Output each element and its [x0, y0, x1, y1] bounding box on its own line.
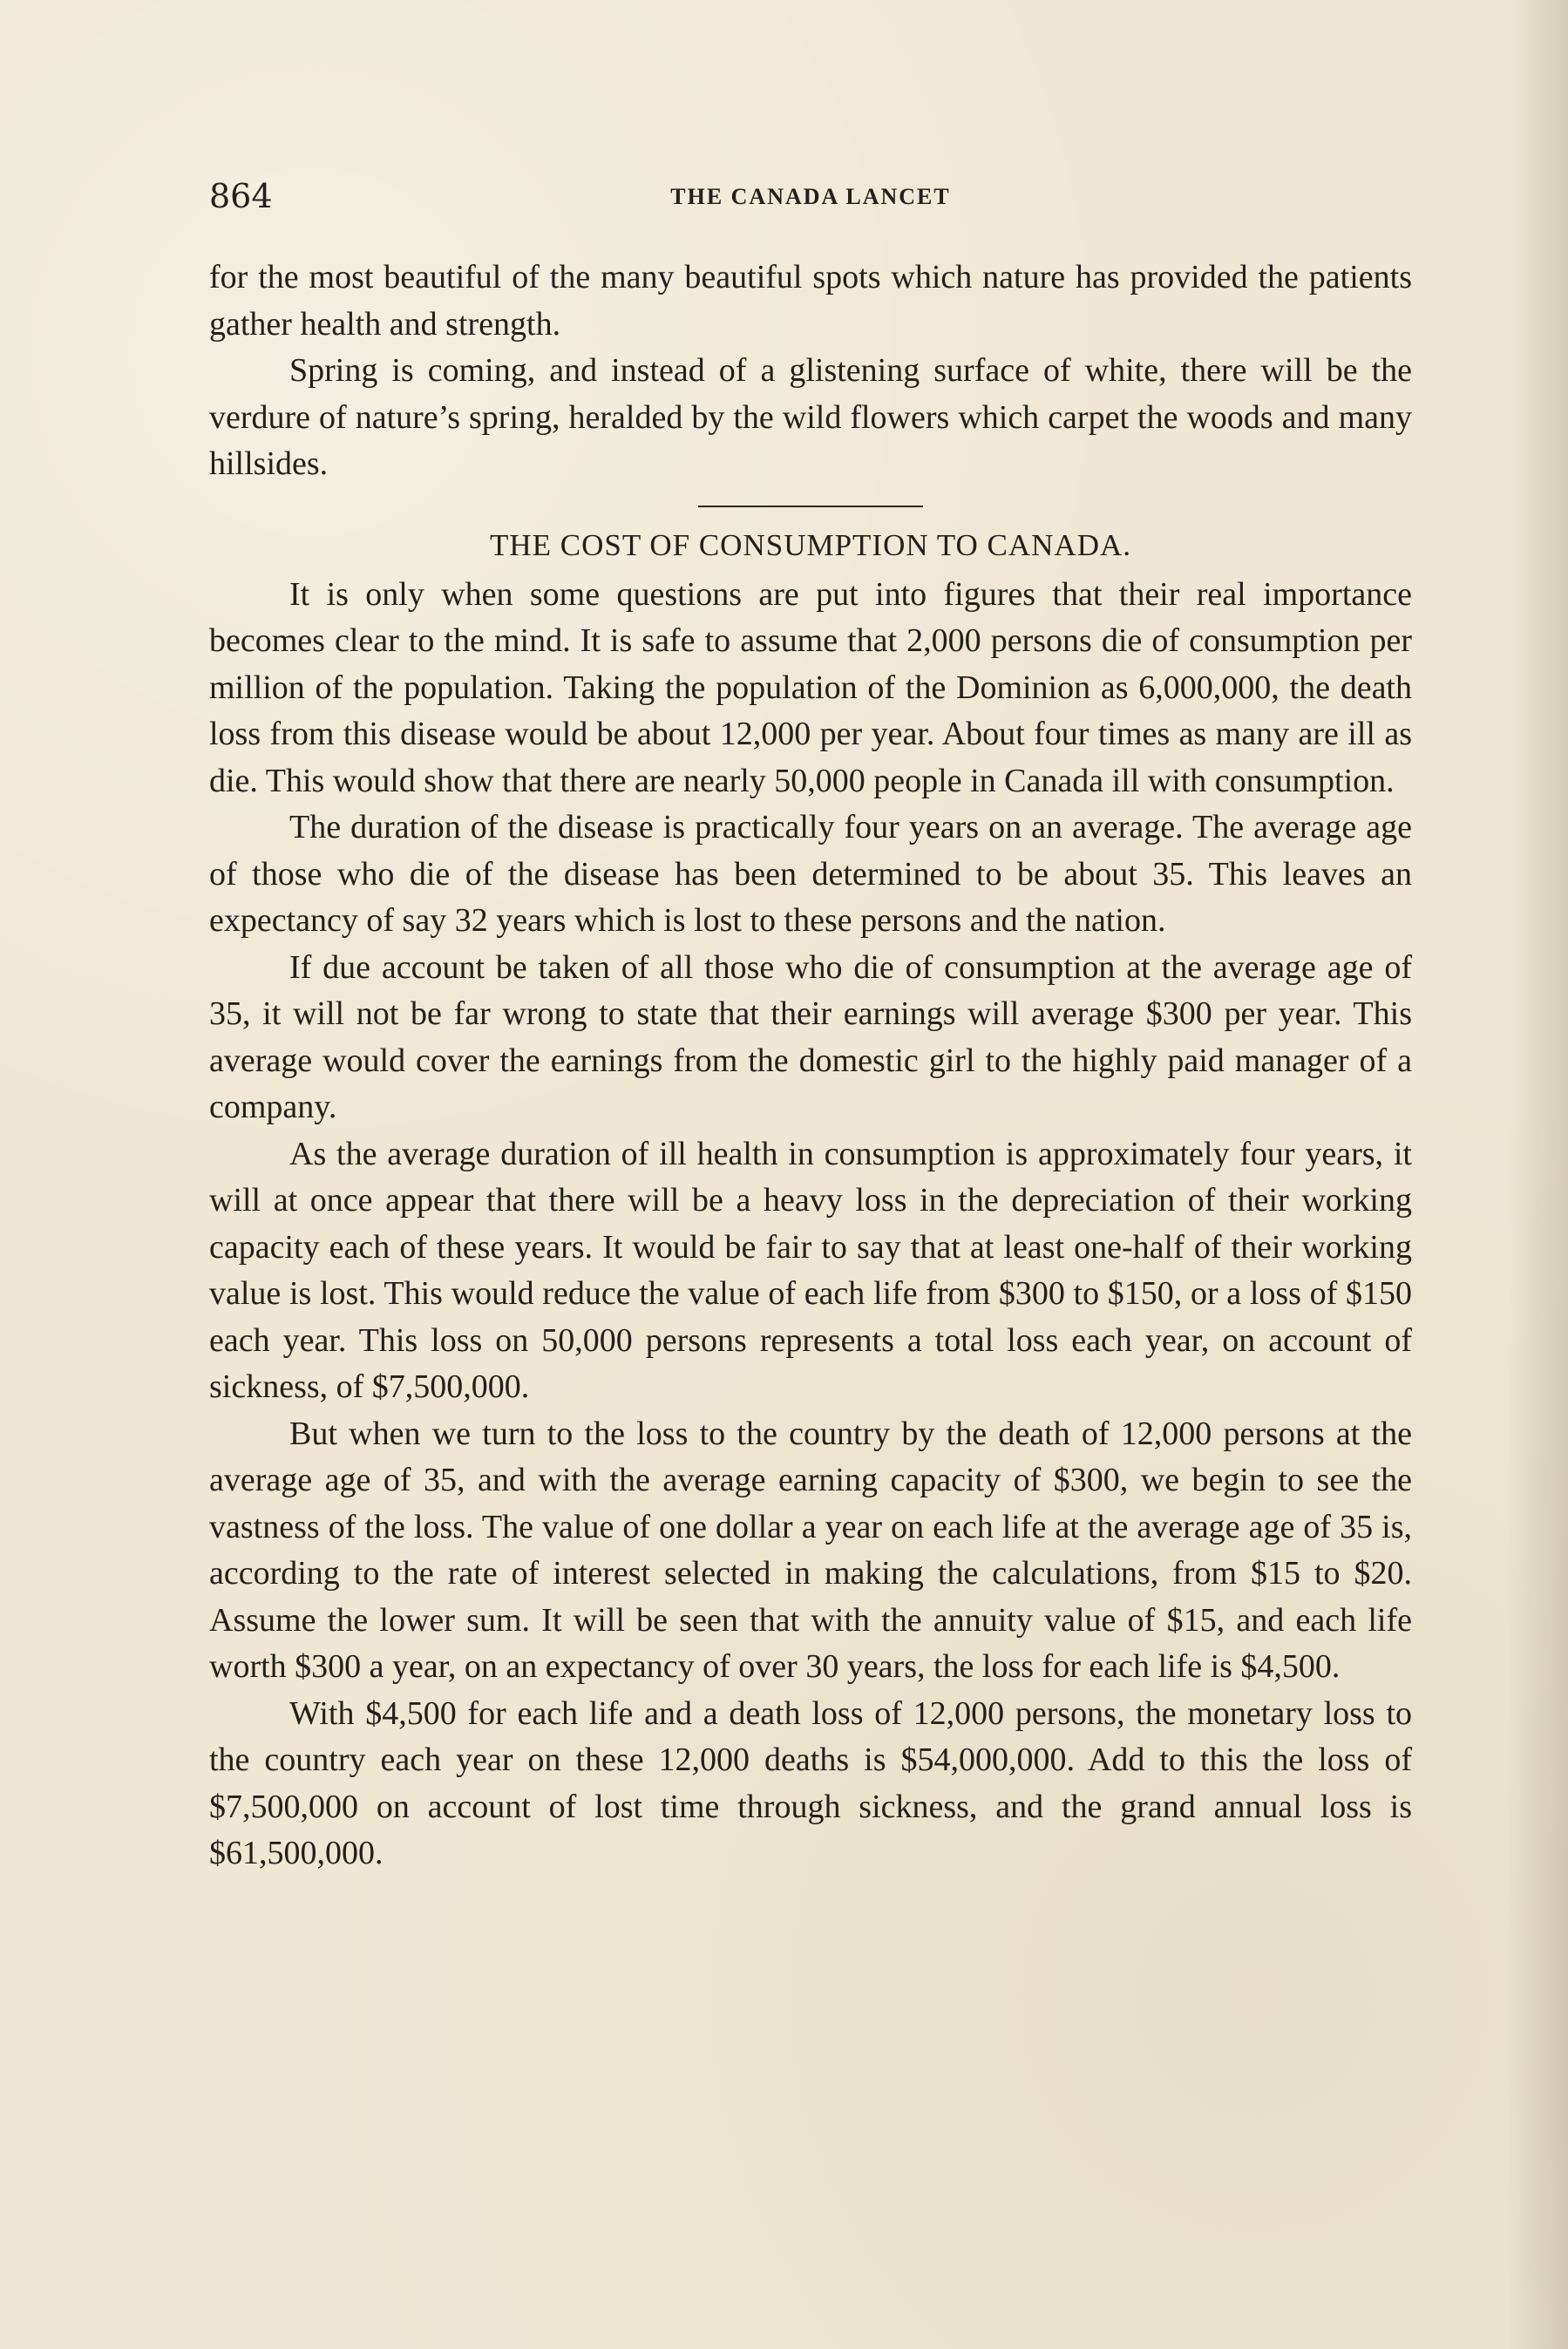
page-header — [209, 174, 1412, 218]
section-paragraph: With $4,500 for each life and a death loss of 12,000 persons, the monetary loss to the country each year on these 12,000 deaths is $54,000,000. Add to this the loss of $7,500,000 on account of lost time through sickness, and the grand annual loss is $61,500,000. — [209, 1694, 1412, 1871]
section-divider — [698, 506, 923, 507]
section-paragraph: It is only when some questions are put into figures that their real importance becomes clear to the mind. It is safe to assume that 2,000 persons die of consumption per million of the population. Taking the population of the Dominion as 6,000,000, the death loss from this disease would be about 12,000 per year. About four times as many are ill as die. This would show that there are nearly 50,000 people in Canada ill with consumption. — [209, 575, 1412, 799]
section-paragraph: The duration of the disease is practically four years on an average. The average age of those who die of the disease has been determined to be about 35. This leaves an expectancy of say 32 years which is lost to these persons and the nation. — [209, 809, 1412, 939]
intro-paragraph: Spring is coming, and instead of a glistening surface of white, there will be the verdure of nature’s spring, heralded by the wild flowers which carpet the woods and many hillsides. — [209, 352, 1412, 482]
intro-paragraph: for the most beautiful of the many beautiful spots which nature has provided the patients gather health and strength. — [209, 259, 1412, 343]
section-paragraph: If due account be taken of all those who die of consumption at the average age of 35, it will not be far wrong to state that their earnings will average $300 per year. This average would cover the earnings from the domestic girl to the highly paid manager of a company. — [209, 948, 1412, 1125]
page-number: 864 — [209, 177, 273, 215]
section-paragraph: As the average duration of ill health in consumption is approximately four years, it will at once appear that there will be a heavy loss in the depreciation of their working capacity each of these years. It would be fair to say that at least one-half of their working value is lost. This would reduce the value of each life from $300 to $150, or a loss of $150 each year. This loss on 50,000 persons represents a total loss each year, on account of sickness, of $7,500,000. — [209, 1135, 1412, 1405]
section-title: THE COST OF CONSUMPTION TO CANADA. — [489, 527, 1132, 562]
body-text — [209, 255, 1412, 1877]
running-head: THE CANADA LANCET — [670, 184, 951, 209]
section-paragraph: But when we turn to the loss to the country by the death of 12,000 persons at the average age of 35, and with the average earning capacity of $300, we begin to see the vastness of the loss. The value of one dollar a year on each life at the average age of 35 is, according to the rate of interest selected in making the calculations, from $15 to $20. Assume the lower sum. It will be seen that with the annuity value of $15, and each life worth $300 a year, on an expectancy of over 30 years, the loss for each life is $4,500. — [209, 1415, 1412, 1685]
